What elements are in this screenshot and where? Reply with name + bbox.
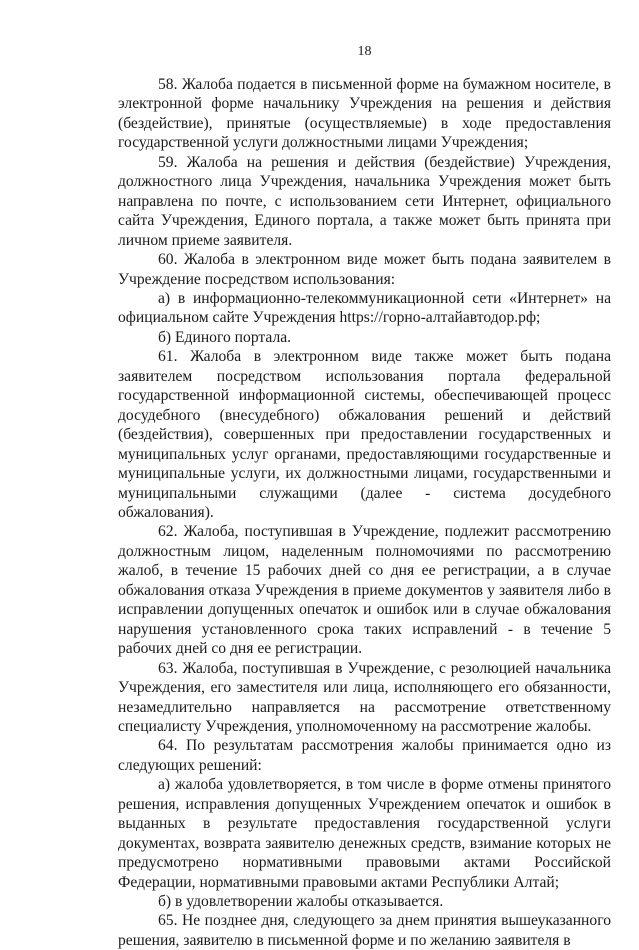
document-body <box>118 75 611 950</box>
paragraph-62: 62. Жалоба, поступившая в Учреждение, подлежит рассмотрению должностным лицом, наделенным полномочиями по рассмотрению жалоб, в течение 15 рабочих дней со дня ее регистрации, а в случае обжалования отказа Учреждения в приеме документов у заявителя либо в исправлении допущенных опечаток и ошибок или в случае обжалования нарушения установленного срока таких исправлений - в течение 5 рабочих дней со дня ее регистрации. <box>118 523 611 658</box>
page-number: 18 <box>357 44 372 59</box>
paragraph-65: 65. Не позднее дня, следующего за днем принятия вышеуказанного решения, заявителю в письменной форме и по желанию заявителя в <box>118 912 611 949</box>
paragraph-64: 64. По результатам рассмотрения жалобы принимается одно из следующих решений: <box>118 737 611 774</box>
paragraph-60-a: а) в информационно-телекоммуникационной сети «Интернет» на официальном сайте Учреждения https://горно-алтайавтодор.рф; <box>118 289 611 327</box>
paragraph-61: 61. Жалоба в электронном виде также может быть подана заявителем посредством использования портала федеральной государственной информационной системы, обеспечивающей процесс досудебного (внесудебного) обжалования решений и действий (бездействия), совершенных при предоставлении государственных и муниципальных услуг органами, предоставляющими государственные и муниципальные услуги, их должностными лицами, государственными и муниципальными служащими (далее - система досудебного обжалования). <box>118 348 611 521</box>
paragraph-64-a: а) жалоба удовлетворяется, в том числе в форме отмены принятого решения, исправления допущенных Учреждением опечаток и ошибок в выданных в результате предоставления государственной услуги документах, возврата заявителю денежных средств, взимание которых не предусмотрено нормативными правовыми актами Российской Федерации, нормативными правовыми актами Республики Алтай; <box>118 776 611 891</box>
paragraph-58: 58. Жалоба подается в письменной форме на бумажном носителе, в электронной форме начальнику Учреждения на решения и действия (бездействие), принятые (осуществляемые) в ходе предоставления государственной услуги должностными лицами Учреждения; <box>118 76 611 152</box>
paragraph-59: 59. Жалоба на решения и действия (бездействие) Учреждения, должностного лица Учреждения, начальника Учреждения может быть направлена по почте, с использованием сети Интернет, официального сайта Учреждения, Единого портала, а также может быть принята при личном приеме заявителя. <box>118 153 611 249</box>
paragraph-63: 63. Жалоба, поступившая в Учреждение, с резолюцией начальника Учреждения, его заместителя или лица, исполняющего его обязанности, незамедлительно направляется на рассмотрение ответственному специалисту Учреждения, уполномоченному на рассмотрение жалобы. <box>118 659 611 735</box>
paragraph-64-b: б) в удовлетворении жалобы отказывается. <box>158 893 444 911</box>
paragraph-60: 60. Жалоба в электронном виде может быть подана заявителем в Учреждение посредством использования: <box>118 251 611 288</box>
paragraph-60-b: б) Единого портала. <box>158 328 292 346</box>
